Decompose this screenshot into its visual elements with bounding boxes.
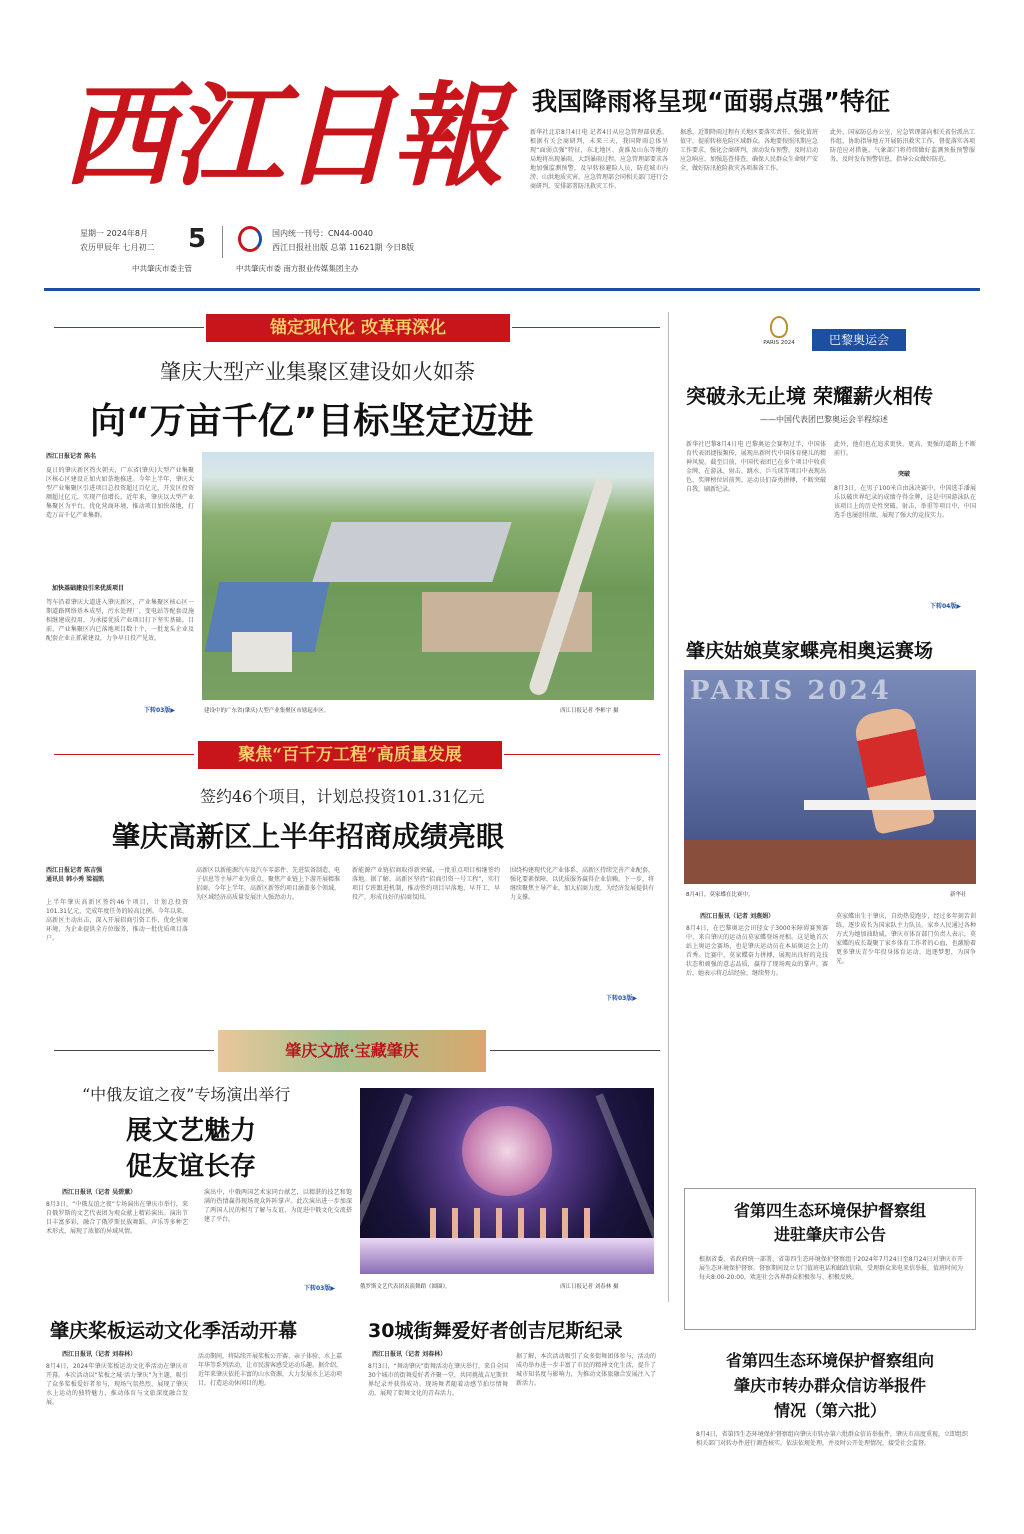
hurdle-bar	[804, 800, 976, 810]
lead-tag: 锚定现代化 改革再深化	[206, 314, 510, 342]
top-story-body-col-1: 新华社北京8月4日电 记者4日从应急管理部获悉，根据有关会商研判，未来三天，我国降雨总体呈现“面弱点强”特征，东北地区、黄淮及山东等地的局地将出现暴雨，大到暴雨过程。应急管理部要求各地加强监测预警，及早转移避险人员，防范城市内涝、山洪地质灾害。应急管理部会同相关部门进行会商研判，安排部署防汛救灾工作。	[530, 129, 668, 190]
photo-factory-block	[312, 522, 511, 582]
column-divider	[668, 312, 669, 1302]
olympics-logo	[752, 316, 806, 356]
olympics2-body-col-2: 莫家蝶出生于肇庆，自幼热爱跑步，经过多年刻苦训练，逐步成长为国家队主力队员。家乡人民通过各种方式为她加油助威。肇庆市体育部门负责人表示，莫家蝶的成长凝聚了家乡体育工作者的心血，也激励着更多肇庆青少年投身体育运动，追逐梦想，为国争光。	[836, 913, 976, 965]
lead-headline[interactable]: 向“万亩千亿”目标坚定迈进	[90, 401, 534, 442]
lead-photo-caption: 建设中的广东省(肇庆)大型产业集聚区市辖起步区。	[204, 708, 330, 714]
sponsor-right: 中共肇庆市委 南方报业传媒集团主办	[236, 264, 359, 273]
stage-dancers	[430, 1208, 590, 1238]
athlete-figure	[852, 705, 936, 835]
olympics2-body-col-1: 8月4日，在巴黎奥运会田径女子3000米障碍赛预赛中，来自肇庆的运动员莫家蝶登场亮相。这是她首次站上奥运会赛场，也是肇庆运动员在本届奥运会上的首秀。比赛中，莫家蝶奋力拼搏，展现出良好的竞技状态和顽强的意志品质，赢得了现场观众的掌声。赛后，她表示将总结经验，继续努力。	[686, 925, 828, 977]
olympics-more-link[interactable]: 下转04版▶	[930, 603, 961, 610]
second-body-col-4: 围绕构建现代化产业体系，高新区持续完善产业配套，强化要素保障，以优质服务赢得企业信赖。下一步，将继续聚焦主导产业，加大招商力度，为经济发展提供有力支撑。	[510, 867, 654, 901]
photo-warehouse	[232, 632, 292, 672]
athlete-photo	[684, 670, 976, 884]
culture-stage-photo	[360, 1088, 654, 1274]
olympics-section-head: 突破	[898, 471, 911, 478]
notice-1-body: 根据省委、省政府统一部署，省第四生态环境保护督察组于2024年7月24日至8月24日对肇庆市开展生态环境保护督察。督察期间设立专门值班电话和邮政信箱，受理群众来电来信举报，值班时间为每天8:00-20:00。欢迎社会各界群众积极参与、积极反映。	[699, 1256, 963, 1281]
banner-rule-right	[490, 1050, 660, 1051]
second-more-link[interactable]: 下转03版▶	[606, 995, 637, 1002]
olympics-subtitle: ——中国代表团巴黎奥运会半程综述	[760, 415, 888, 424]
notice-1-headline[interactable]: 省第四生态环境保护督察组 进驻肇庆市公告	[733, 1201, 926, 1244]
olympics-headline-2[interactable]: 肇庆姑娘莫家蝶亮相奥运赛场	[686, 640, 934, 662]
bottom-left-body-col-2: 活动期间，将陆续开展桨板公开赛、亲子体验、水上嘉年华等系列活动，让市民游客感受运动乐趣。据介绍，近年来肇庆依托丰富的山水资源，大力发展水上运动项目，打造运动休闲目的地。	[198, 1353, 342, 1387]
athlete-photo-credit: 新华社	[950, 892, 967, 898]
track-surface	[684, 840, 976, 884]
lead-body-2: 驾车沿着肇庆大道进入肇庆新区，产业集聚区核心区一期道路网络基本成型，污水处理厂、变电站等配套设施相继建成投用，为承接优质产业项目打下坚实基础。目前，产业集聚区内已落地项目数十个，一批龙头企业及配套企业正抓紧建设，力争早日投产见效。	[46, 599, 194, 642]
date-line-2: 农历甲辰年 七月初二	[80, 243, 155, 252]
bottom-left-byline: 西江日报讯（记者 刘春林）	[62, 1351, 137, 1358]
culture-photo-credit: 西江日报记者 刘春林 摄	[560, 1284, 619, 1290]
second-tag: 聚焦“百千万工程”高质量发展	[198, 741, 502, 769]
athlete-photo-paris-text: PARIS 2024	[690, 676, 892, 706]
lead-section-head: 加快基础建设引来优质项目	[52, 585, 125, 592]
notice-2-body: 8月4日，省第四生态环境保护督察组向肇庆市转办第六批群众信访举报件，肇庆市高度重视，立即组织相关部门对转办件进行调查核实，依法依规处理，并及时公开处理情况，接受社会监督。	[696, 1431, 968, 1447]
bottom-mid-byline: 西江日报讯（记者 刘春林）	[372, 1351, 447, 1358]
lead-body-1: 夏日的肇庆新区热火朝天，广东省(肇庆)大型产业集聚区核心区建设正如火如荼地推进。今年上半年，肇庆大型产业集聚区引进项目总投资超过百亿元，开发区投资额超过亿元，实现产值增长。近年来，肇庆以大型产业集聚区为平台，优化营商环境，推动项目加快落地，打造万亩千亿产业集群。	[46, 467, 194, 519]
second-headline[interactable]: 肇庆高新区上半年招商成绩亮眼	[112, 820, 505, 853]
second-tag-rule-right	[504, 754, 660, 755]
masthead-divider	[222, 226, 223, 258]
olympics-headline[interactable]: 突破永无止境 荣耀薪火相传	[686, 384, 933, 408]
bottom-left-body-col-1: 8月4日，2024年肇庆桨板运动文化季活动在肇庆市开幕。本次活动以“桨板之城·活力肇庆”为主题，吸引了众多桨板爱好者参与，现场气氛热烈，展现了肇庆水上运动的独特魅力，推动体育与文旅深度融合发展。	[46, 1363, 188, 1406]
banner-image	[218, 1030, 486, 1072]
second-byline: 西江日报记者 陈吉强 通讯员 韩小秀 梁福凯	[46, 867, 105, 883]
bottom-left-headline[interactable]: 肇庆桨板运动文化季活动开幕	[50, 1320, 298, 1342]
stage-screen-circle	[462, 1106, 552, 1196]
second-tag-rule-left	[54, 754, 194, 755]
sponsor-left: 中共肇庆市委主管	[132, 264, 192, 273]
publisher-logo-icon	[238, 226, 262, 252]
culture-subheadline: “中俄友谊之夜”专场演出举行	[82, 1085, 291, 1104]
top-story-body-col-2: 据悉，近期降雨过程有关地区要落实责任，强化值班值守，提前转移危险区域群众。各地要按照汛期应急工作要求，强化会商研判，滚动发布预警，及时启动应急响应，加强巡查排查，确保人民群众生命财产安全，做好防汛抢险救灾各项准备工作。	[680, 129, 818, 172]
olympics-badge: 巴黎奥运会	[812, 329, 906, 351]
banner-rule-left	[54, 1050, 214, 1051]
top-story-headline[interactable]: 我国降雨将呈现“面弱点强”特征	[532, 87, 890, 116]
second-body-col-1: 上半年肇庆高新区签约46个项目，计划总投资101.31亿元，完成年度任务的较高比例。今年以来，高新区主动出击，深入开展招商引资工作，优化营商环境，为企业提供全方位服务，推动一批优质项目落户。	[46, 899, 188, 942]
bottom-mid-body-col-1: 8月3日，“舞动肇庆”街舞活动在肇庆举行，来自全国30个城市的街舞爱好者齐聚一堂，共同挑战吉尼斯世界纪录并获得成功。现场舞者随着动感节拍尽情舞动，展现了街舞文化的青春活力。	[368, 1363, 508, 1397]
olympics-body-col-3: 8月3日，在男子100米自由泳决赛中，中国选手潘展乐以破世界纪录的成绩夺得金牌，这是中国游泳队在该项目上的历史性突破。射击、举重等项目中，中国选手也屡创佳绩，展现了强大的竞技实力。	[834, 485, 976, 519]
lead-more-link[interactable]: 下转03版▶	[144, 707, 175, 714]
lead-byline: 西江日报记者 陈名	[46, 453, 97, 460]
cn-label: 国内统一刊号：CN44-0040	[272, 229, 373, 238]
culture-byline: 西江日报讯（记者 吴碧薰）	[62, 1189, 137, 1196]
lead-tag-rule-right	[512, 327, 660, 328]
publisher-line: 西江日报社出版 总第 11621期 今日8版	[272, 243, 415, 252]
date-day: 5	[188, 224, 207, 254]
second-body-col-3: 新能源产业链招商取得新突破，一批重点项目相继签约落地。据了解，高新区坚持“招商引资一号工程”，实行项目专班跟进机制，推动签约项目早落地、早开工、早投产，形成良好的招商氛围。	[352, 867, 500, 901]
olympics-flame-icon	[770, 316, 788, 338]
olympics-byline-2: 西江日报讯（记者 刘燕娟）	[700, 913, 775, 920]
culture-photo-caption: 俄罗斯文艺代表团表演舞蹈《圆圈》。	[360, 1284, 451, 1290]
photo-highway	[527, 475, 615, 697]
notice-2-headline[interactable]: 省第四生态环境保护督察组向 肇庆市转办群众信访举报件 情况（第六批）	[725, 1351, 934, 1420]
culture-headline-line-1[interactable]: 展文艺魅力	[126, 1116, 257, 1146]
culture-more-link[interactable]: 下转03版▶	[304, 1285, 335, 1292]
athlete-photo-caption: 8月4日，莫家蝶在比赛中。	[686, 892, 754, 898]
lead-aerial-photo	[202, 452, 654, 700]
notice-1-box	[684, 1188, 976, 1330]
bottom-mid-headline[interactable]: 30城街舞爱好者创吉尼斯纪录	[368, 1320, 623, 1342]
culture-headline-line-2[interactable]: 促友谊长存	[126, 1152, 257, 1182]
masthead-title: 西江日報	[62, 71, 502, 202]
second-body-col-2: 高新区以新能源汽车及汽车零部件、先进装备制造、电子信息等主导产业为重点，聚焦产业链上下游开展精准招商。今年上半年，高新区新签约项目涵盖多个领域，为区域经济高质量发展注入强劲动力。	[196, 867, 340, 901]
banner-text: 肇庆文旅·宝藏肇庆	[285, 1041, 419, 1060]
olympics-body-col-2: 此外，他们也在追求更快、更高、更强的道路上不断前行。	[834, 441, 976, 457]
culture-body-col-1: 8月3日，“中俄友谊之夜”专场演出在肇庆市举行，来自俄罗斯的文艺代表团为观众献上精彩演出。演出节目丰富多彩，融合了俄罗斯民族舞蹈、声乐等多种艺术形式，展现了浓郁的异域风情。	[46, 1201, 188, 1235]
culture-body-col-2: 演出中，中俄两国艺术家同台献艺，以精湛的技艺和饱满的热情赢得现场观众阵阵掌声。此次演出进一步加深了两国人民的相互了解与友谊，为促进中俄文化交流搭建了平台。	[204, 1189, 352, 1223]
olympics-logo-text: PARIS 2024	[763, 340, 795, 346]
date-line-1: 星期一 2024年8月	[80, 229, 148, 238]
second-subheadline: 签约46个项目，计划总投资101.31亿元	[200, 787, 485, 806]
lead-photo-credit: 西江日报记者 李彬宇 摄	[560, 708, 619, 714]
lead-tag-rule-left	[54, 327, 204, 328]
masthead-rule	[44, 288, 980, 291]
top-story-body-col-3: 此外，国家防总办公室、应急管理部向相关省份派出工作组，协助指导地方开展防汛救灾工作，督促落实各项防范应对措施。气象部门将持续做好监测预报预警服务，及时发布预警信息，指导公众做好防范。	[830, 129, 975, 163]
bottom-mid-body-col-2: 据了解，本次活动吸引了众多街舞团体参与，活动的成功举办进一步丰富了市民的精神文化生活，提升了城市知名度与影响力，为推动文体旅融合发展注入了新活力。	[516, 1353, 656, 1387]
lead-subheadline: 肇庆大型产业集聚区建设如火如荼	[160, 360, 475, 384]
stage-floor	[360, 1238, 654, 1274]
olympics-body-col-1: 新华社巴黎8月4日电 巴黎奥运会赛程过半，中国体育代表团捷报频传，展现出新时代中国体育健儿的精神风貌。截至目前，中国代表团已在多个项目中收获金牌，在游泳、射击、跳水、乒乓球等项目中表现出色，奖牌榜位居前列。运动员们奋勇拼搏，不断突破自我，刷新纪录。	[686, 441, 826, 493]
